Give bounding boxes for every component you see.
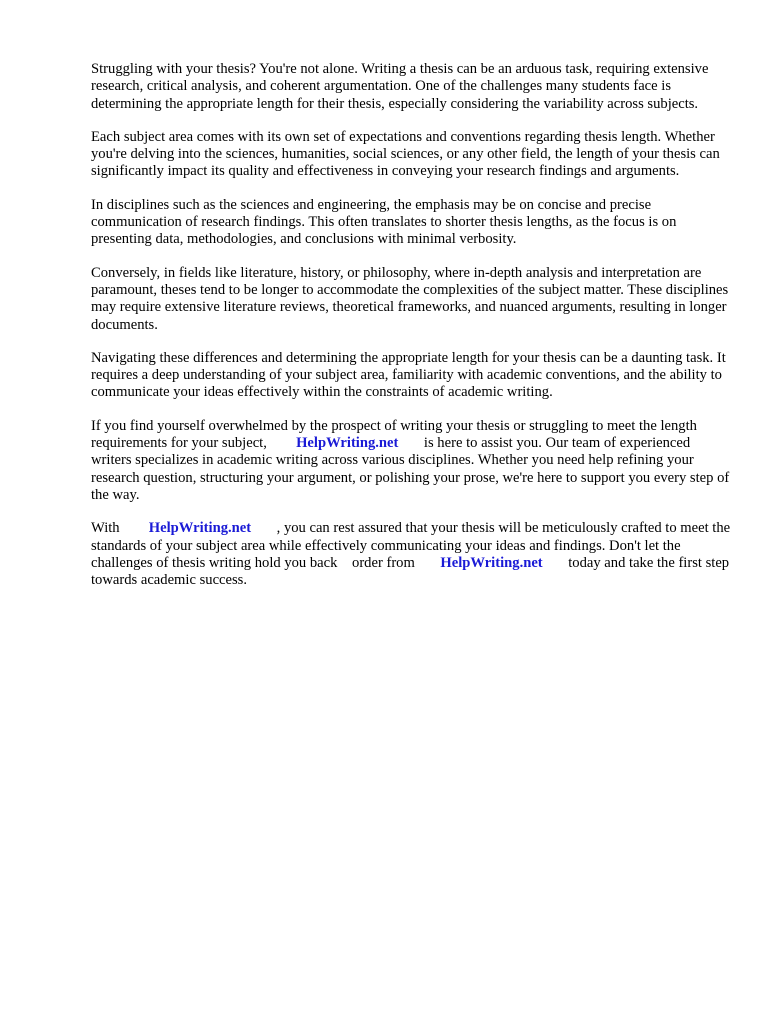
paragraph-subject-expectations: Each subject area comes with its own set of expectations and conventions regarding thesis length. Whether you're delving into the sciences, humanities, social sciences, or any other field, the length of your thesis can significantly impact its quality and effectiveness in conveying your research findings and arguments. [91,128,720,180]
paragraph-assist [91,418,731,504]
closing-text-1: With [91,520,120,537]
paragraph-navigating: Navigating these differences and determining the appropriate length for your thesis can be a daunting task. It requires a deep understanding of your subject area, familiarity with academic conventions, and the ability to communicate your ideas effectively within the constraints of academic writing. [91,349,726,401]
closing-text-3: order from [352,554,415,571]
assist-text-before: If you find yourself overwhelmed by the prospect of writing your thesis or struggling to meet the length requirements for your subject, [91,417,697,452]
helpwriting-link[interactable]: HelpWriting.net [296,435,399,452]
helpwriting-link[interactable]: HelpWriting.net [148,520,252,537]
helpwriting-link[interactable]: HelpWriting.net [440,554,543,571]
closing-text-4: today and take the first step towards academic success. [91,554,730,589]
document-page [91,61,731,605]
paragraph-intro: Struggling with your thesis? You're not alone. Writing a thesis can be an arduous task, requiring extensive research, critical analysis, and coherent argumentation. One of the challenges many students face is determining the appropriate length for their thesis, especially considering the variability across subjects. [91,61,709,112]
assist-text-after: is here to assist you. Our team of experienced writers specializes in academic writing across various disciplines. Whether you need help refining your research question, structuring your argument, or polishing your prose, we're here to support you every step of the way. [91,435,730,503]
closing-text-2: , you can rest assured that your thesis will be meticulously crafted to meet the standards of your subject area while effectively communicating your ideas and findings. Don't let the challenges of thesis writing hold you back [91,520,731,571]
paragraph-humanities: Conversely, in fields like literature, history, or philosophy, where in-depth analysis and interpretation are paramount, theses tend to be longer to accommodate the complexities of the subject matter. These disciplines may require extensive literature reviews, theoretical frameworks, and nuanced arguments, resulting in longer documents. [91,264,729,333]
paragraph-sciences: In disciplines such as the sciences and engineering, the emphasis may be on concise and precise communication of research findings. This often translates to shorter thesis lengths, as the focus is on presenting data, methodologies, and conclusions with minimal verbosity. [91,196,677,248]
paragraph-closing [91,520,731,589]
